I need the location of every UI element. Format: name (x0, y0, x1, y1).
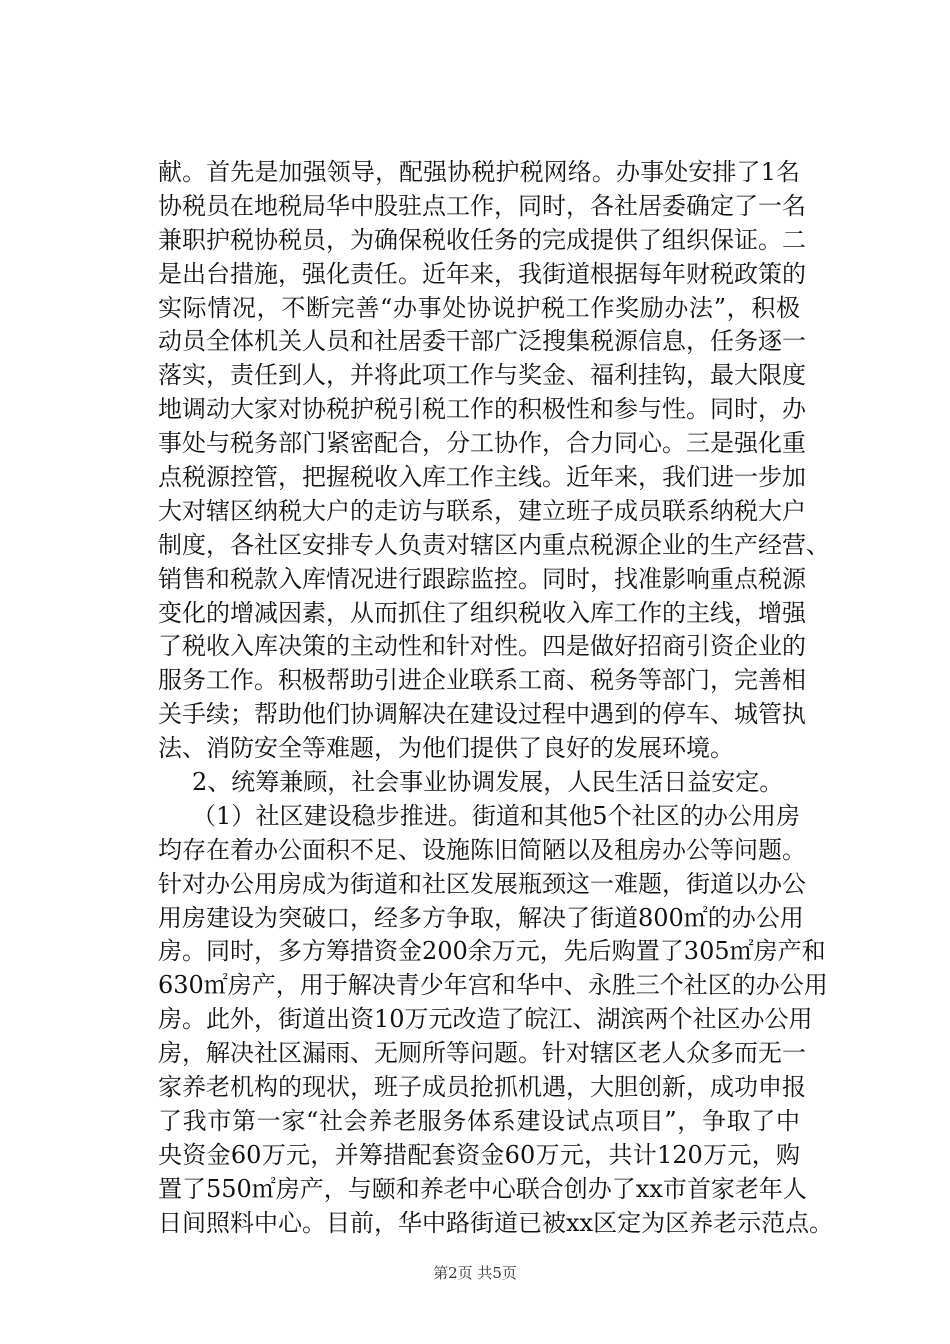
text-line: 法、消防安全等难题，为他们提供了良好的发展环境。 (158, 734, 734, 763)
section-heading: 2、统筹兼顾，社会事业协调发展，人民生活日益安定。 (192, 768, 784, 797)
text-line: 是出台措施，强化责任。近年来，我街道根据每年财税政策的 (158, 259, 806, 288)
text-line: 用房建设为突破口，经多方争取，解决了街道800㎡的办公用 (158, 903, 804, 932)
text-line: 房。此外，街道出资10万元改造了皖江、湖滨两个社区办公用 (158, 1005, 813, 1034)
text-line: 落实，责任到人，并将此项工作与奖金、福利挂钩，最大限度 (158, 361, 806, 390)
text-line: 房。同时，多方筹措资金200余万元，先后购置了305㎡房产和 (158, 937, 826, 966)
text-line: 日间照料中心。目前，华中路街道已被xx区定为区养老示范点。 (158, 1208, 834, 1237)
text-line: 地调动大家对协税护税引税工作的积极性和参与性。同时，办 (158, 395, 806, 424)
text-line: 献。首先是加强领导，配强协税护税网络。办事处安排了1名 (158, 158, 800, 186)
document-body (158, 156, 834, 1241)
text-line: 动员全体机关人员和社居委干部广泛搜集税源信息，任务逐一 (158, 327, 806, 356)
text-line: 大对辖区纳税大户的走访与联系，建立班子成员联系纳税大户 (158, 496, 806, 525)
text-line: 事处与税务部门紧密配合，分工协作，合力同心。三是强化重 (158, 429, 806, 458)
text-line: （1）社区建设稳步推进。街道和其他5个社区的办公用房 (192, 801, 800, 830)
text-line: 关手续；帮助他们协调解决在建设过程中遇到的停车、城管执 (158, 700, 806, 729)
text-line: 销售和税款入库情况进行跟踪监控。同时，找准影响重点税源 (158, 564, 806, 593)
text-line: 家养老机构的现状，班子成员抢抓机遇，大胆创新，成功申报 (158, 1073, 806, 1102)
text-line: 针对办公用房成为街道和社区发展瓶颈这一难题，街道以办公 (158, 869, 806, 898)
text-line: 制度，各社区安排专人负责对辖区内重点税源企业的生产经营、 (158, 530, 830, 559)
text-line: 了税收入库决策的主动性和针对性。四是做好招商引资企业的 (158, 632, 806, 661)
text-line: 协税员在地税局华中股驻点工作，同时，各社居委确定了一名 (158, 191, 806, 220)
text-line: 点税源控管，把握税收入库工作主线。近年来，我们进一步加 (158, 463, 806, 492)
text-line: 630㎡房产，用于解决青少年宫和华中、永胜三个社区的办公用 (158, 971, 828, 1000)
text-line: 置了550㎡房产，与颐和养老中心联合创办了xx市首家老年人 (158, 1174, 807, 1203)
text-line: 兼职护税协税员，为确保税收任务的完成提供了组织保证。二 (158, 225, 806, 254)
text-line: 了我市第一家“社会养老服务体系建设试点项目”，争取了中 (158, 1106, 800, 1135)
text-line: 房，解决社区漏雨、无厕所等问题。针对辖区老人众多而无一 (158, 1039, 806, 1068)
text-line: 服务工作。积极帮助引进企业联系工商、税务等部门，完善相 (158, 666, 806, 695)
text-line: 变化的增减因素，从而抓住了组织税收入库工作的主线，增强 (158, 598, 806, 627)
text-line: 实际情况，不断完善“办事处协说护税工作奖励办法”，积极 (158, 293, 800, 322)
page-footer: 第2页 共5页 (433, 1264, 517, 1282)
text-line: 均存在着办公面积不足、设施陈旧简陋以及租房办公等问题。 (158, 835, 806, 864)
text-line: 央资金60万元，并筹措配套资金60万元，共计120万元，购 (158, 1140, 800, 1169)
